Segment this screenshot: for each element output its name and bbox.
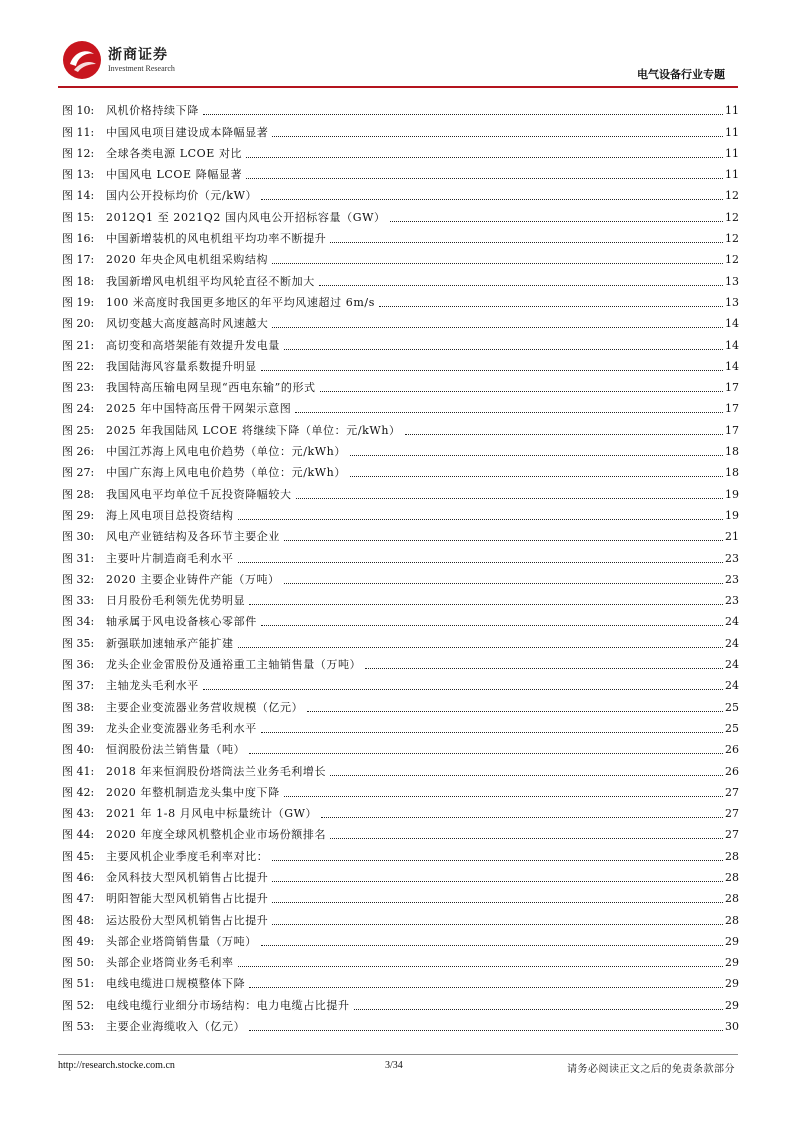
toc-entry[interactable] bbox=[62, 140, 739, 161]
toc-entry[interactable] bbox=[62, 608, 739, 629]
figure-page-number: 14 bbox=[725, 338, 739, 352]
figure-label: 图 11: bbox=[62, 125, 95, 139]
toc-entry[interactable] bbox=[62, 693, 739, 714]
dot-leader bbox=[379, 306, 723, 307]
dot-leader bbox=[350, 455, 723, 456]
figure-title[interactable]: 2020 年整机制造龙头集中度下降 bbox=[106, 785, 280, 799]
toc-entry[interactable] bbox=[62, 970, 739, 991]
figure-label: 图 14: bbox=[62, 189, 95, 203]
figure-title[interactable]: 主要叶片制造商毛利水平 bbox=[106, 551, 234, 565]
figure-page-number: 28 bbox=[725, 913, 739, 927]
dot-leader bbox=[284, 540, 723, 541]
toc-entry[interactable] bbox=[62, 480, 739, 501]
figure-label: 图 36: bbox=[62, 658, 95, 672]
dot-leader bbox=[296, 498, 723, 499]
dot-leader bbox=[238, 519, 723, 520]
footer-disclaimer: 请务必阅读正文之后的免责条款部分 bbox=[567, 1064, 735, 1075]
figure-page-number: 17 bbox=[725, 381, 739, 395]
figure-label: 图 19: bbox=[62, 295, 95, 309]
dot-leader bbox=[261, 370, 723, 371]
dot-leader bbox=[307, 711, 723, 712]
toc-entry[interactable] bbox=[62, 502, 739, 523]
dot-leader bbox=[238, 647, 723, 648]
figure-title[interactable]: 国内公开投标均价（元/kW） bbox=[106, 189, 258, 203]
toc-entry[interactable] bbox=[62, 246, 739, 267]
toc-entry[interactable] bbox=[62, 225, 739, 246]
figure-page-number: 27 bbox=[725, 785, 739, 799]
figure-label: 图 49: bbox=[62, 934, 95, 948]
figure-label: 图 48: bbox=[62, 913, 95, 927]
toc-entry[interactable] bbox=[62, 757, 739, 778]
figure-label: 图 34: bbox=[62, 615, 95, 629]
figure-title[interactable]: 2020 年度全球风机整机企业市场份额排名 bbox=[106, 828, 327, 842]
toc-entry[interactable] bbox=[62, 310, 739, 331]
toc-entry[interactable] bbox=[62, 672, 739, 693]
figure-page-number: 24 bbox=[725, 636, 739, 650]
toc-entry[interactable] bbox=[62, 949, 739, 970]
figure-title[interactable]: 我国特高压输电网呈现“西电东输”的形式 bbox=[106, 381, 316, 395]
figure-label: 图 33: bbox=[62, 594, 95, 608]
figure-label: 图 20: bbox=[62, 317, 95, 331]
figure-page-number: 23 bbox=[725, 572, 739, 586]
toc-entry[interactable] bbox=[62, 374, 739, 395]
dot-leader bbox=[261, 945, 723, 946]
figure-title[interactable]: 中国江苏海上风电电价趋势（单位：元/kWh） bbox=[106, 445, 346, 459]
figure-title[interactable]: 我国风电平均单位千瓦投资降幅较大 bbox=[106, 487, 292, 501]
dot-leader bbox=[249, 987, 723, 988]
toc-entry[interactable] bbox=[62, 779, 739, 800]
dot-leader bbox=[319, 285, 723, 286]
dot-leader bbox=[203, 689, 723, 690]
figure-page-number: 27 bbox=[725, 807, 739, 821]
figure-label: 图 41: bbox=[62, 764, 95, 778]
toc-entry[interactable] bbox=[62, 544, 739, 565]
figure-title[interactable]: 风切变越大高度越高时风速越大 bbox=[106, 317, 269, 331]
header-divider bbox=[58, 86, 738, 88]
figure-title[interactable]: 全球各类电源 LCOE 对比 bbox=[106, 146, 243, 160]
dot-leader bbox=[350, 476, 723, 477]
dot-leader bbox=[261, 199, 723, 200]
figure-label: 图 18: bbox=[62, 274, 95, 288]
figure-title[interactable]: 中国广东海上风电电价趋势（单位：元/kWh） bbox=[106, 466, 346, 480]
figure-label: 图 45: bbox=[62, 849, 95, 863]
dot-leader bbox=[261, 732, 723, 733]
figure-title[interactable]: 日月股份毛利领先优势明显 bbox=[106, 594, 246, 608]
toc-entry[interactable] bbox=[62, 566, 739, 587]
toc-entry[interactable] bbox=[62, 842, 739, 863]
toc-entry[interactable] bbox=[62, 118, 739, 139]
figure-label: 图 38: bbox=[62, 700, 95, 714]
figure-page-number: 18 bbox=[725, 466, 739, 480]
toc-entry[interactable] bbox=[62, 629, 739, 650]
dot-leader bbox=[284, 349, 723, 350]
toc-entry[interactable] bbox=[62, 331, 739, 352]
figure-page-number: 18 bbox=[725, 445, 739, 459]
figure-label: 图 35: bbox=[62, 636, 95, 650]
figure-page-number: 17 bbox=[725, 402, 739, 416]
dot-leader bbox=[246, 178, 723, 179]
figure-title[interactable]: 中国新增装机的风电机组平均功率不断提升 bbox=[106, 232, 327, 246]
toc-entry[interactable] bbox=[62, 736, 739, 757]
figure-page-number: 23 bbox=[725, 551, 739, 565]
toc-entry[interactable] bbox=[62, 182, 739, 203]
page-number: 3/34 bbox=[385, 1060, 403, 1071]
toc-entry[interactable] bbox=[62, 97, 739, 118]
figure-title[interactable]: 海上风电项目总投资结构 bbox=[106, 508, 234, 522]
dot-leader bbox=[246, 157, 723, 158]
figure-label: 图 30: bbox=[62, 530, 95, 544]
figure-page-number: 11 bbox=[725, 125, 739, 139]
dot-leader bbox=[330, 242, 723, 243]
figure-label: 图 37: bbox=[62, 679, 95, 693]
figure-label: 图 50: bbox=[62, 956, 95, 970]
dot-leader bbox=[238, 966, 723, 967]
figure-title[interactable]: 风电产业链结构及各环节主要企业 bbox=[106, 530, 280, 544]
toc-entry[interactable] bbox=[62, 715, 739, 736]
toc-entry[interactable] bbox=[62, 161, 739, 182]
figure-label: 图 31: bbox=[62, 551, 95, 565]
figure-label: 图 46: bbox=[62, 870, 95, 884]
toc-entry[interactable] bbox=[62, 906, 739, 927]
figure-page-number: 14 bbox=[725, 317, 739, 331]
figure-page-number: 29 bbox=[725, 956, 739, 970]
dot-leader bbox=[272, 924, 723, 925]
brand-logo-icon bbox=[62, 40, 102, 80]
figure-title[interactable]: 2025 年中国特高压骨干网架示意图 bbox=[106, 402, 292, 416]
figure-title[interactable]: 2012Q1 至 2021Q2 国内风电公开招标容量（GW） bbox=[106, 210, 386, 224]
toc-entry[interactable] bbox=[62, 651, 739, 672]
document-title: 电气设备行业专题 bbox=[637, 68, 725, 81]
figure-label: 图 22: bbox=[62, 359, 95, 373]
figure-title[interactable]: 2021 年 1-8 月风电中标量统计（GW） bbox=[106, 807, 318, 821]
toc-entry[interactable] bbox=[62, 459, 739, 480]
figure-label: 图 51: bbox=[62, 977, 95, 991]
figure-page-number: 19 bbox=[725, 508, 739, 522]
dot-leader bbox=[272, 136, 723, 137]
toc-entry[interactable] bbox=[62, 438, 739, 459]
footer-url[interactable]: http://research.stocke.com.cn bbox=[58, 1060, 175, 1071]
figure-page-number: 28 bbox=[725, 870, 739, 884]
figure-label: 图 53: bbox=[62, 1020, 95, 1034]
figure-label: 图 24: bbox=[62, 402, 95, 416]
figure-title[interactable]: 明阳智能大型风机销售占比提升 bbox=[106, 892, 269, 906]
figure-title[interactable]: 运达股份大型风机销售占比提升 bbox=[106, 913, 269, 927]
figure-title[interactable]: 龙头企业变流器业务毛利水平 bbox=[106, 721, 257, 735]
figure-page-number: 28 bbox=[725, 849, 739, 863]
figure-page-number: 29 bbox=[725, 998, 739, 1012]
dot-leader bbox=[295, 412, 723, 413]
toc-entry[interactable] bbox=[62, 416, 739, 437]
toc-entry[interactable] bbox=[62, 928, 739, 949]
figure-page-number: 19 bbox=[725, 487, 739, 501]
figure-title[interactable]: 新强联加速轴承产能扩建 bbox=[106, 636, 234, 650]
figure-page-number: 13 bbox=[725, 295, 739, 309]
figure-label: 图 15: bbox=[62, 210, 95, 224]
figure-page-number: 29 bbox=[725, 934, 739, 948]
figure-label: 图 21: bbox=[62, 338, 95, 352]
figure-label: 图 26: bbox=[62, 445, 95, 459]
figure-page-number: 30 bbox=[725, 1020, 739, 1034]
toc-entry[interactable] bbox=[62, 885, 739, 906]
figure-label: 图 44: bbox=[62, 828, 95, 842]
figure-title[interactable]: 主轴龙头毛利水平 bbox=[106, 679, 199, 693]
figure-title[interactable]: 恒润股份法兰销售量（吨） bbox=[106, 743, 246, 757]
figure-title[interactable]: 头部企业塔筒销售量（万吨） bbox=[106, 934, 257, 948]
toc-entry[interactable] bbox=[62, 203, 739, 224]
figure-title[interactable]: 我国陆海风容量系数提升明显 bbox=[106, 359, 257, 373]
figure-title[interactable]: 头部企业塔筒业务毛利率 bbox=[106, 956, 234, 970]
dot-leader bbox=[261, 625, 723, 626]
figure-page-number: 25 bbox=[725, 700, 739, 714]
figure-page-number: 25 bbox=[725, 721, 739, 735]
figure-label: 图 23: bbox=[62, 381, 95, 395]
figure-label: 图 10: bbox=[62, 104, 95, 118]
figure-title[interactable]: 电线电缆进口规模整体下降 bbox=[106, 977, 246, 991]
toc-entry[interactable] bbox=[62, 289, 739, 310]
figure-title[interactable]: 我国新增风电机组平均风轮直径不断加大 bbox=[106, 274, 315, 288]
dot-leader bbox=[365, 668, 723, 669]
figure-label: 图 25: bbox=[62, 423, 95, 437]
figure-title[interactable]: 金风科技大型风机销售占比提升 bbox=[106, 870, 269, 884]
dot-leader bbox=[390, 221, 723, 222]
figure-title[interactable]: 轴承属于风电设备核心零部件 bbox=[106, 615, 257, 629]
dot-leader bbox=[272, 881, 723, 882]
toc-entry[interactable] bbox=[62, 1013, 739, 1034]
figure-label: 图 40: bbox=[62, 743, 95, 757]
figure-title[interactable]: 100 米高度时我国更多地区的年平均风速超过 6m/s bbox=[106, 295, 375, 309]
figure-label: 图 43: bbox=[62, 807, 95, 821]
figure-index-list bbox=[62, 97, 739, 1034]
footer-divider bbox=[58, 1054, 738, 1055]
figure-title[interactable]: 高切变和高塔架能有效提升发电量 bbox=[106, 338, 280, 352]
figure-page-number: 13 bbox=[725, 274, 739, 288]
figure-label: 图 28: bbox=[62, 487, 95, 501]
figure-page-number: 11 bbox=[725, 146, 739, 160]
dot-leader bbox=[272, 327, 723, 328]
toc-entry[interactable] bbox=[62, 821, 739, 842]
figure-page-number: 28 bbox=[725, 892, 739, 906]
dot-leader bbox=[330, 838, 723, 839]
dot-leader bbox=[284, 796, 723, 797]
dot-leader bbox=[320, 391, 723, 392]
figure-title[interactable]: 主要企业海缆收入（亿元） bbox=[106, 1020, 246, 1034]
figure-title[interactable]: 2018 年来恒润股份塔筒法兰业务毛利增长 bbox=[106, 764, 327, 778]
figure-page-number: 11 bbox=[725, 104, 739, 118]
toc-entry[interactable] bbox=[62, 864, 739, 885]
dot-leader bbox=[321, 817, 723, 818]
dot-leader bbox=[272, 860, 723, 861]
toc-entry[interactable] bbox=[62, 800, 739, 821]
dot-leader bbox=[249, 753, 723, 754]
figure-page-number: 12 bbox=[725, 232, 739, 246]
figure-label: 图 47: bbox=[62, 892, 95, 906]
toc-entry[interactable] bbox=[62, 523, 739, 544]
toc-entry[interactable] bbox=[62, 267, 739, 288]
figure-title[interactable]: 主要企业变流器业务营收规模（亿元） bbox=[106, 700, 304, 714]
figure-title[interactable]: 中国风电 LCOE 降幅显著 bbox=[106, 168, 243, 182]
figure-title[interactable]: 龙头企业金雷股份及通裕重工主轴销售量（万吨） bbox=[106, 658, 362, 672]
figure-label: 图 27: bbox=[62, 466, 95, 480]
figure-label: 图 13: bbox=[62, 168, 95, 182]
figure-page-number: 26 bbox=[725, 743, 739, 757]
dot-leader bbox=[330, 775, 723, 776]
figure-label: 图 42: bbox=[62, 785, 95, 799]
figure-page-number: 26 bbox=[725, 764, 739, 778]
figure-label: 图 39: bbox=[62, 721, 95, 735]
figure-label: 图 29: bbox=[62, 508, 95, 522]
figure-page-number: 12 bbox=[725, 189, 739, 203]
figure-page-number: 24 bbox=[725, 615, 739, 629]
brand-name: 浙商证券 bbox=[108, 47, 168, 63]
dot-leader bbox=[272, 263, 723, 264]
dot-leader bbox=[272, 902, 723, 903]
figure-label: 图 12: bbox=[62, 146, 95, 160]
dot-leader bbox=[203, 114, 723, 115]
figure-page-number: 14 bbox=[725, 359, 739, 373]
figure-title[interactable]: 2020 年央企风电机组采购结构 bbox=[106, 253, 269, 267]
figure-page-number: 17 bbox=[725, 423, 739, 437]
dot-leader bbox=[354, 1009, 723, 1010]
figure-page-number: 23 bbox=[725, 594, 739, 608]
figure-label: 图 17: bbox=[62, 253, 95, 267]
figure-label: 图 52: bbox=[62, 998, 95, 1012]
toc-entry[interactable] bbox=[62, 991, 739, 1012]
figure-title[interactable]: 中国风电项目建设成本降幅显著 bbox=[106, 125, 269, 139]
figure-label: 图 16: bbox=[62, 232, 95, 246]
toc-entry[interactable] bbox=[62, 395, 739, 416]
toc-entry[interactable] bbox=[62, 587, 739, 608]
dot-leader bbox=[284, 583, 723, 584]
dot-leader bbox=[405, 434, 723, 435]
figure-label: 图 32: bbox=[62, 572, 95, 586]
figure-page-number: 11 bbox=[725, 168, 739, 182]
figure-title[interactable]: 主要风机企业季度毛利率对比： bbox=[106, 849, 269, 863]
figure-page-number: 29 bbox=[725, 977, 739, 991]
figure-page-number: 12 bbox=[725, 210, 739, 224]
figure-title[interactable]: 电线电缆行业细分市场结构：电力电缆占比提升 bbox=[106, 998, 350, 1012]
dot-leader bbox=[249, 1030, 723, 1031]
figure-title[interactable]: 风机价格持续下降 bbox=[106, 104, 199, 118]
figure-page-number: 27 bbox=[725, 828, 739, 842]
figure-page-number: 24 bbox=[725, 658, 739, 672]
figure-page-number: 24 bbox=[725, 679, 739, 693]
page-header bbox=[0, 0, 793, 92]
figure-title[interactable]: 2025 年我国陆风 LCOE 将继续下降（单位：元/kWh） bbox=[106, 423, 401, 437]
figure-page-number: 21 bbox=[725, 530, 739, 544]
dot-leader bbox=[249, 604, 723, 605]
brand-subtitle: Investment Research bbox=[108, 64, 175, 73]
figure-page-number: 12 bbox=[725, 253, 739, 267]
dot-leader bbox=[238, 562, 723, 563]
figure-title[interactable]: 2020 主要企业铸件产能（万吨） bbox=[106, 572, 280, 586]
toc-entry[interactable] bbox=[62, 353, 739, 374]
